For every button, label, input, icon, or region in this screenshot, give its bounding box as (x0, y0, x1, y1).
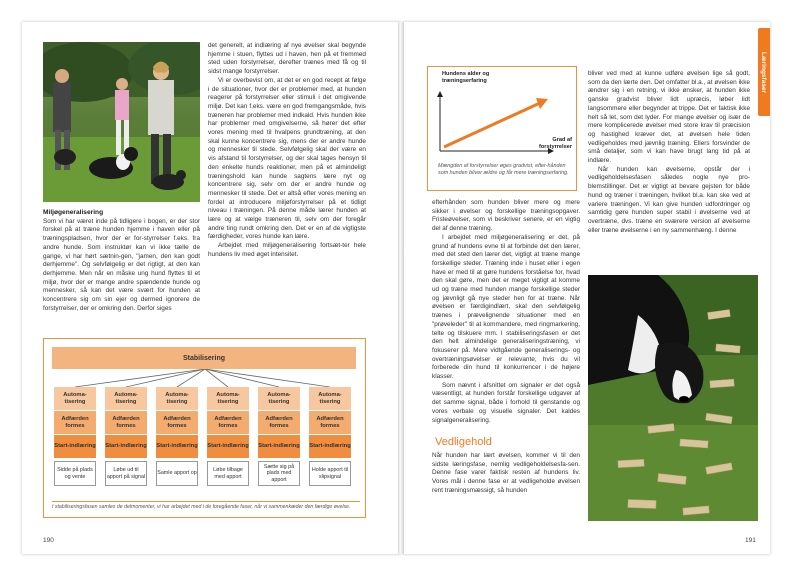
left-column-2 (208, 42, 366, 260)
left-column-1 (43, 209, 200, 313)
page-number-right: 191 (745, 537, 756, 544)
section-heading-miljoegeneralisering: Miljøgeneralisering (43, 209, 104, 216)
chapter-side-tab (758, 28, 770, 116)
exercise-box: Holde apport til slipsignal (309, 461, 351, 486)
startindlaering-box: Start-indlæring (258, 435, 300, 458)
automatisering-box: Automa-tisering (309, 387, 351, 410)
startindlaering-box: Start-indlæring (54, 435, 96, 458)
adfaerden-formes-box: Adfærden formes (105, 411, 147, 434)
automatisering-box: Automa-tisering (258, 387, 300, 410)
right-column-2 (588, 70, 750, 235)
body-paragraph: bliver ved med at kunne udføre øvelsen lige så godt, som da den lærte den. Det omfatter bl.a., at øvelsen ikke ændrer sig i en retning, vi ikke ønsker, at hunden ikke ganske gradvist bliver lidt upræcis, løber lidt langsommere eller begynder at trippe. Det er faktisk ikke helt så let, som det lyder. For mange øvelser og især de mere komplicerede øvelser med store krav til præcision og hastighed kræver det, at øvelsen hele tiden vedligeholdes med jævnlig træning. Ellers forsvinder de små detaljer, som vi kan have brugt lang tid på at indlære. (588, 70, 750, 165)
adfaerden-formes-box: Adfærden formes (309, 411, 351, 434)
exercise-box: Løbe ud til apport på signal (105, 461, 147, 486)
chart-y-label: Hundens alder og træningserfaring (442, 71, 490, 84)
diagram-column-6 (309, 387, 351, 487)
startindlaering-box: Start-indlæring (207, 435, 249, 458)
adfaerden-formes-box: Adfærden formes (207, 411, 249, 434)
chapter-tab-label: Læringsfaser (760, 51, 768, 93)
exercise-box: Sætte sig på plads med apport (258, 461, 300, 486)
startindlaering-box: Start-indlæring (105, 435, 147, 458)
startindlaering-box: Start-indlæring (309, 435, 351, 458)
diagram-caption: I stabiliseringsfasen samles de delmomenter, vi har arbejdet med i de foregående faser, når vi sammenkæder den færdige øvelse. (52, 501, 360, 511)
body-paragraph: Som nævnt i afsnittet om signaler er det også væsentligt, at hunden forstår forskellige udgaver af det samme signal, både i forhold til genstande og vores verbale og visuelle signaler. Det kaldes signalgeneralisering. (432, 381, 580, 424)
training-photo-image (43, 42, 200, 202)
adfaerden-formes-box: Adfærden formes (258, 411, 300, 434)
right-column-1-bottom (432, 452, 580, 496)
diagram-column-5 (258, 387, 300, 487)
adfaerden-formes-box: Adfærden formes (156, 411, 198, 434)
startindlaering-box: Start-indlæring (156, 435, 198, 458)
exercise-box: Løbe tilbage med apport (207, 461, 249, 486)
right-column-1 (432, 199, 580, 425)
book-spine (398, 22, 404, 554)
automatisering-box: Automa-tisering (54, 387, 96, 410)
diagram-connector-lines (44, 369, 367, 389)
y-axis-arrow (437, 91, 443, 97)
chart-x-label: Grad af forstyrrelser (539, 137, 572, 150)
automatisering-box: Automa-tisering (156, 387, 198, 410)
automatisering-box: Automa-tisering (207, 387, 249, 410)
adfaerden-formes-box: Adfærden formes (54, 411, 96, 434)
body-paragraph: Arbejdet med miljøgeneralisering fortsæt-ter hele hundens liv med øget intensitet. (208, 242, 366, 258)
body-paragraph: I arbejdet med miljøgeneralisering er det, på grund af hundens evne til at forbinde det den lærer, med det sted den lærer det, vigtigt at træne mange forskellige steder. Træning inde i huset eller i egen have er med til at gøre hundens forståelse for, hvad den skal gøre, men det er meget vigtigt at komme ud og træne med hunden mange forskellige steder og jævnligt gå nye steder hen for at træne. Når øvelsen er færdigindlært, skal den selvfølgelig trænes i prævelignende situationer med en "prøveleder" til at kommandere, med ringmarkering, telte og tilskuere mm. I stabiliseringsfasen er det den helt almindelige generaliseringstræning, vi fokuserer på. Mere vidtgående generaliserings- og overtræningsøvelser er relevante, hvis du vil forberede din hund til konkurrencer i de højere klasser. (432, 233, 580, 381)
body-paragraph: Som vi har været inde på tidligere i bogen, er der stor forskel på at træne hunden hjemme i haven eller på træningspladsen, hvor der er for-styrrelser f.eks. fra andre hunde. Som instruktør kan vi ikke tælle de gange, vi har hørt sætnin-gen, "jamen, den kan godt derhjemme". Og selvfølgelig er det rigtigt, at den kan derhjemme. Men når en måske ung hund flyttes til et miljø, hvor der er mange andre spændende hunde og mennesker, så kan det være svært for hunden at koncentrere sig om sin ejer og dermed ignorere de forstyrrelser, der er omkring den. Derfor siges (43, 217, 200, 312)
diagram-column-4 (207, 387, 249, 487)
exercise-box: Samle apport op (156, 461, 198, 486)
section-title-vedligehold: Vedligehold (435, 436, 492, 448)
diagram-column-3 (156, 387, 198, 487)
stabilisering-box: Stabilisering (52, 347, 356, 369)
body-paragraph: det generelt, at indlæring af nye øvelser skal begynde hjemme i stuen, flyttes ud i haven, hen på et fremmed sted uden forstyrrelser, derefter trænes med få og til sidst mange forstyrrelser. (208, 42, 366, 76)
chart-caption: Mængden af forstyrrelser øges gradvist, efter-hånden som hunden bliver ældre og får mere træningserfaring. (438, 163, 569, 176)
diagram-column-2 (105, 387, 147, 487)
body-paragraph: Vi er overbevist om, at det er en god recept at følge i de situationer, hvor der er problemer med, at hunden reagerer på forstyrrelser eller stimuli i det omgivende miljø. Det kan f.eks. være en god fremgangsmåde, hvis træneren har problemer med indkald. Hvis hunden ikke har problemer med omgivelserne, så hører det efter vores mening med til hvalpens grundtræning, at den skal kunne koncentrere sig, mens der er andre hunde og mennesker til stede. Selvfølgelig skal der være en vis afstand til forstyrrelser, og der skal tages hensyn til den enkelte hunds reaktioner, men på et almindeligt træningshold kan hunde sagtens lære nyt og koncentrere sig, selv om der er andre hunde og mennesker til stede. Det er altså efter vores mening en fordel at introducere miljøforstyrrelser på et tidligt niveau i træningen. På denne måde lærer hunden at lære og at vælge træneren til, selv om der foregår andre ting rundt omkring den. Det er en af de vigtigste færdigheder, vores hunde kan lære. (208, 76, 366, 241)
body-paragraph: Når hunden har lært øvelsen, kommer vi til den sidste læringsfase, nemlig vedligeholdelsesfa-sen. Denne fase varer faktisk resten af hundens liv. Vores mål i denne fase er at vedligeholde øvelsen rent træningsmæssigt, så hunden (432, 452, 580, 494)
body-paragraph: efterhånden som hunden bliver mere og mere sikker i øvelser og forskellige træningsopgaver. Fristeøvelser, som vi beskriver senere, er en vigtig del af denne træning. (432, 199, 580, 233)
page-number-left: 190 (43, 537, 54, 544)
diagram-column-1 (54, 387, 96, 487)
dog-photo (588, 275, 758, 521)
exercise-box: Sidde på plads og vente (54, 461, 96, 486)
body-paragraph: Når hunden kan øvelserne, opstår der i vedligeholdelsesfasen således nogle nye pro-blemstillinger. Det er vigtigt at bevare gejsten for både hund og træner i træningen, hvilket bl.a. kan ske ved at variere træningen. Vi kan give hunden udfordringer og samtidig gøre hunden super stabil i øvelserne ved at overtræne, dvs. træne en sværere version af øvelserne eller træne øvelserne i en ny sammenhæng. I denne (588, 165, 750, 234)
dog-photo-image (588, 275, 758, 521)
stabilisering-diagram (43, 338, 366, 518)
training-photo (43, 42, 200, 202)
automatisering-box: Automa-tisering (105, 387, 147, 410)
